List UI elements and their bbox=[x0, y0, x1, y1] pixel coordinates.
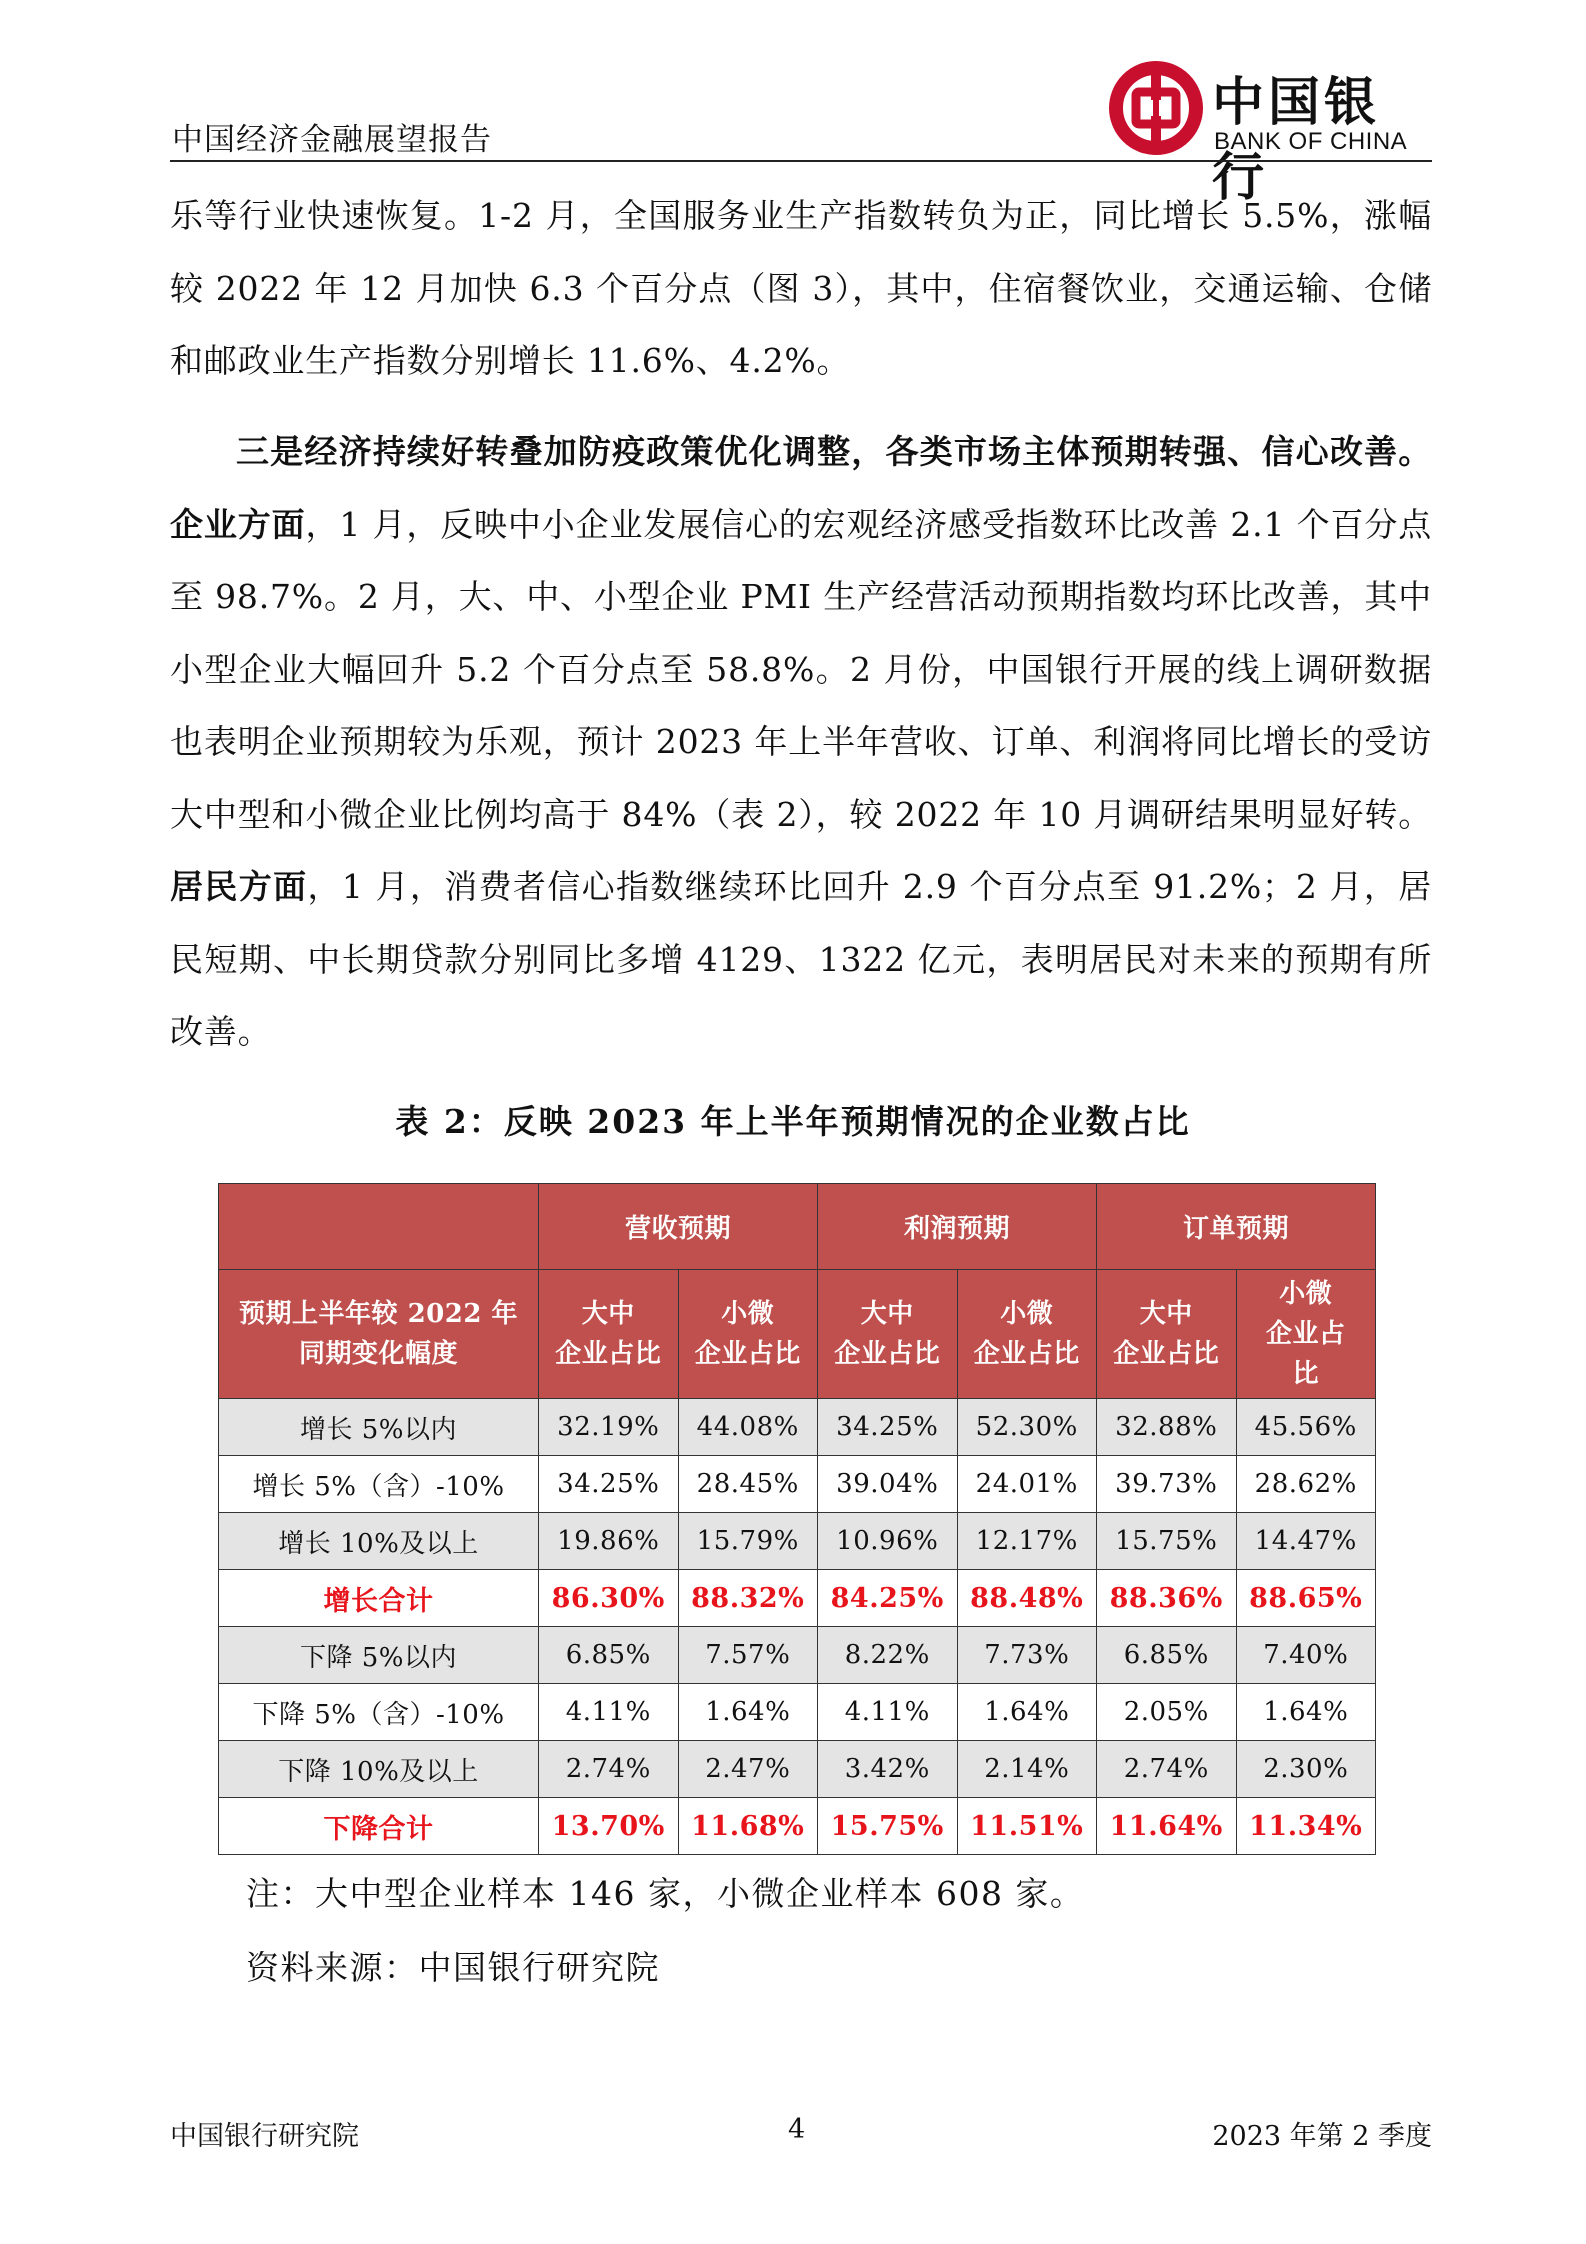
table-cell: 32.19% bbox=[539, 1399, 679, 1456]
table-cell: 3.42% bbox=[818, 1741, 958, 1798]
bank-of-china-emblem-icon bbox=[1108, 60, 1204, 156]
table-row bbox=[219, 1627, 1376, 1684]
table-row bbox=[219, 1684, 1376, 1741]
page-number: 4 bbox=[788, 2114, 806, 2145]
table-cell: 88.32% bbox=[678, 1570, 818, 1627]
row-label: 增长 5%（含）-10% bbox=[219, 1456, 539, 1513]
table-cell: 39.04% bbox=[818, 1456, 958, 1513]
table-row bbox=[219, 1513, 1376, 1570]
expectations-table bbox=[218, 1183, 1376, 1855]
table-title: 表 2：反映 2023 年上半年预期情况的企业数占比 bbox=[395, 1102, 1191, 1141]
table-cell: 39.73% bbox=[1097, 1456, 1237, 1513]
table-cell: 6.85% bbox=[539, 1627, 679, 1684]
table-cell: 11.68% bbox=[678, 1798, 818, 1855]
table-cell: 52.30% bbox=[957, 1399, 1097, 1456]
sub-header: 大中 企业占比 bbox=[1097, 1270, 1237, 1399]
row-label: 下降 10%及以上 bbox=[219, 1741, 539, 1798]
table-total-row bbox=[219, 1798, 1376, 1855]
table-sub-header-row bbox=[219, 1270, 1376, 1399]
table-cell: 34.25% bbox=[818, 1399, 958, 1456]
table-cell: 6.85% bbox=[1097, 1627, 1237, 1684]
footer-institute: 中国银行研究院 bbox=[170, 2121, 359, 2152]
sub-header: 小微 企业占比 bbox=[678, 1270, 818, 1399]
table-cell: 12.17% bbox=[957, 1513, 1097, 1570]
row-label: 增长合计 bbox=[219, 1570, 539, 1627]
paragraph-expectations bbox=[170, 416, 1432, 1069]
table-cell: 7.73% bbox=[957, 1627, 1097, 1684]
header-divider bbox=[170, 160, 1432, 162]
label-resident: 居民方面 bbox=[170, 867, 308, 906]
table-group-header-row bbox=[219, 1184, 1376, 1270]
resident-text: ，1 月，消费者信心指数继续环比回升 2.9 个百分点至 91.2%；2 月，居民短期、中长期贷款分别同比多增 4129、1322 亿元，表明居民对未来的预期有所改善。 bbox=[170, 867, 1432, 1051]
table-cell: 19.86% bbox=[539, 1513, 679, 1570]
table-cell: 2.05% bbox=[1097, 1684, 1237, 1741]
table-cell: 84.25% bbox=[818, 1570, 958, 1627]
table-cell: 88.48% bbox=[957, 1570, 1097, 1627]
table-cell: 2.74% bbox=[539, 1741, 679, 1798]
group-header-orders: 订单预期 bbox=[1097, 1184, 1376, 1270]
table-cell: 1.64% bbox=[1236, 1684, 1376, 1741]
group-header-profit: 利润预期 bbox=[818, 1184, 1097, 1270]
row-header-label: 预期上半年较 2022 年同期变化幅度 bbox=[219, 1270, 539, 1399]
row-label: 下降合计 bbox=[219, 1798, 539, 1855]
table-cell: 13.70% bbox=[539, 1798, 679, 1855]
table-cell: 11.64% bbox=[1097, 1798, 1237, 1855]
table-cell: 88.36% bbox=[1097, 1570, 1237, 1627]
table-row bbox=[219, 1456, 1376, 1513]
table-cell: 2.47% bbox=[678, 1741, 818, 1798]
row-label: 下降 5%以内 bbox=[219, 1627, 539, 1684]
table-cell: 44.08% bbox=[678, 1399, 818, 1456]
sub-header: 小微 企业占 比 bbox=[1236, 1270, 1376, 1399]
table-cell: 8.22% bbox=[818, 1627, 958, 1684]
table-row bbox=[219, 1399, 1376, 1456]
table-cell: 15.75% bbox=[818, 1798, 958, 1855]
table-source: 资料来源：中国银行研究院 bbox=[246, 1948, 660, 1987]
table-cell: 15.79% bbox=[678, 1513, 818, 1570]
sub-header: 小微 企业占比 bbox=[957, 1270, 1097, 1399]
table-cell: 45.56% bbox=[1236, 1399, 1376, 1456]
table-row bbox=[219, 1741, 1376, 1798]
sub-header: 大中 企业占比 bbox=[818, 1270, 958, 1399]
table-cell: 15.75% bbox=[1097, 1513, 1237, 1570]
row-label: 下降 5%（含）-10% bbox=[219, 1684, 539, 1741]
table-cell: 1.64% bbox=[957, 1684, 1097, 1741]
row-label: 增长 10%及以上 bbox=[219, 1513, 539, 1570]
table-cell: 11.34% bbox=[1236, 1798, 1376, 1855]
logo-chinese-name: 中国银行 bbox=[1212, 72, 1381, 208]
table-cell: 7.40% bbox=[1236, 1627, 1376, 1684]
bold-lead-sentence: 三是经济持续好转叠加防疫政策优化调整，各类市场主体预期转强、信心改善。 bbox=[236, 432, 1432, 471]
enterprise-text: ，1 月，反映中小企业发展信心的宏观经济感受指数环比改善 2.1 个百分点至 98.7%。2 月，大、中、小型企业 PMI 生产经营活动预期指数均环比改善，其中小型企业大幅回升 5.2 个百分点至 58.8%。2 月份，中国银行开展的线上调研数据也表明企业预期较为乐观，预计 2023 年上半年营收、订单、利润将同比增长的受访大中型和小微企业比例均高于 84%（表 2），较 2022 年 10 月调研结果明显好转。 bbox=[170, 504, 1432, 834]
footer-quarter: 2023 年第 2 季度 bbox=[1212, 2121, 1432, 2152]
table-cell: 11.51% bbox=[957, 1798, 1097, 1855]
group-header-revenue: 营收预期 bbox=[539, 1184, 818, 1270]
table-cell: 10.96% bbox=[818, 1513, 958, 1570]
paragraph-services bbox=[170, 180, 1432, 398]
row-label: 增长 5%以内 bbox=[219, 1399, 539, 1456]
table-cell: 86.30% bbox=[539, 1570, 679, 1627]
paragraph-text: 乐等行业快速恢复。1-2 月，全国服务业生产指数转负为正，同比增长 5.5%，涨幅较 2022 年 12 月加快 6.3 个百分点（图 3），其中，住宿餐饮业，交通运输、仓储和邮政业生产指数分别增长 11.6%、4.2%。 bbox=[170, 196, 1432, 380]
table-cell: 24.01% bbox=[957, 1456, 1097, 1513]
corner-cell bbox=[219, 1184, 539, 1270]
table-total-row bbox=[219, 1570, 1376, 1627]
table-note: 注：大中型企业样本 146 家，小微企业样本 608 家。 bbox=[246, 1874, 1085, 1913]
table-cell: 2.74% bbox=[1097, 1741, 1237, 1798]
report-title: 中国经济金融展望报告 bbox=[172, 122, 492, 158]
table-cell: 34.25% bbox=[539, 1456, 679, 1513]
table-cell: 7.57% bbox=[678, 1627, 818, 1684]
sub-header: 大中 企业占比 bbox=[539, 1270, 679, 1399]
table-cell: 88.65% bbox=[1236, 1570, 1376, 1627]
table-cell: 4.11% bbox=[818, 1684, 958, 1741]
logo-english-name: BANK OF CHINA bbox=[1214, 128, 1408, 155]
table-cell: 2.30% bbox=[1236, 1741, 1376, 1798]
bank-logo bbox=[1108, 56, 1428, 208]
table-cell: 28.62% bbox=[1236, 1456, 1376, 1513]
label-enterprise: 企业方面 bbox=[170, 504, 306, 544]
table-cell: 32.88% bbox=[1097, 1399, 1237, 1456]
table-cell: 1.64% bbox=[678, 1684, 818, 1741]
table-cell: 4.11% bbox=[539, 1684, 679, 1741]
table-cell: 14.47% bbox=[1236, 1513, 1376, 1570]
table-cell: 2.14% bbox=[957, 1741, 1097, 1798]
table-body bbox=[219, 1399, 1376, 1855]
table-cell: 28.45% bbox=[678, 1456, 818, 1513]
